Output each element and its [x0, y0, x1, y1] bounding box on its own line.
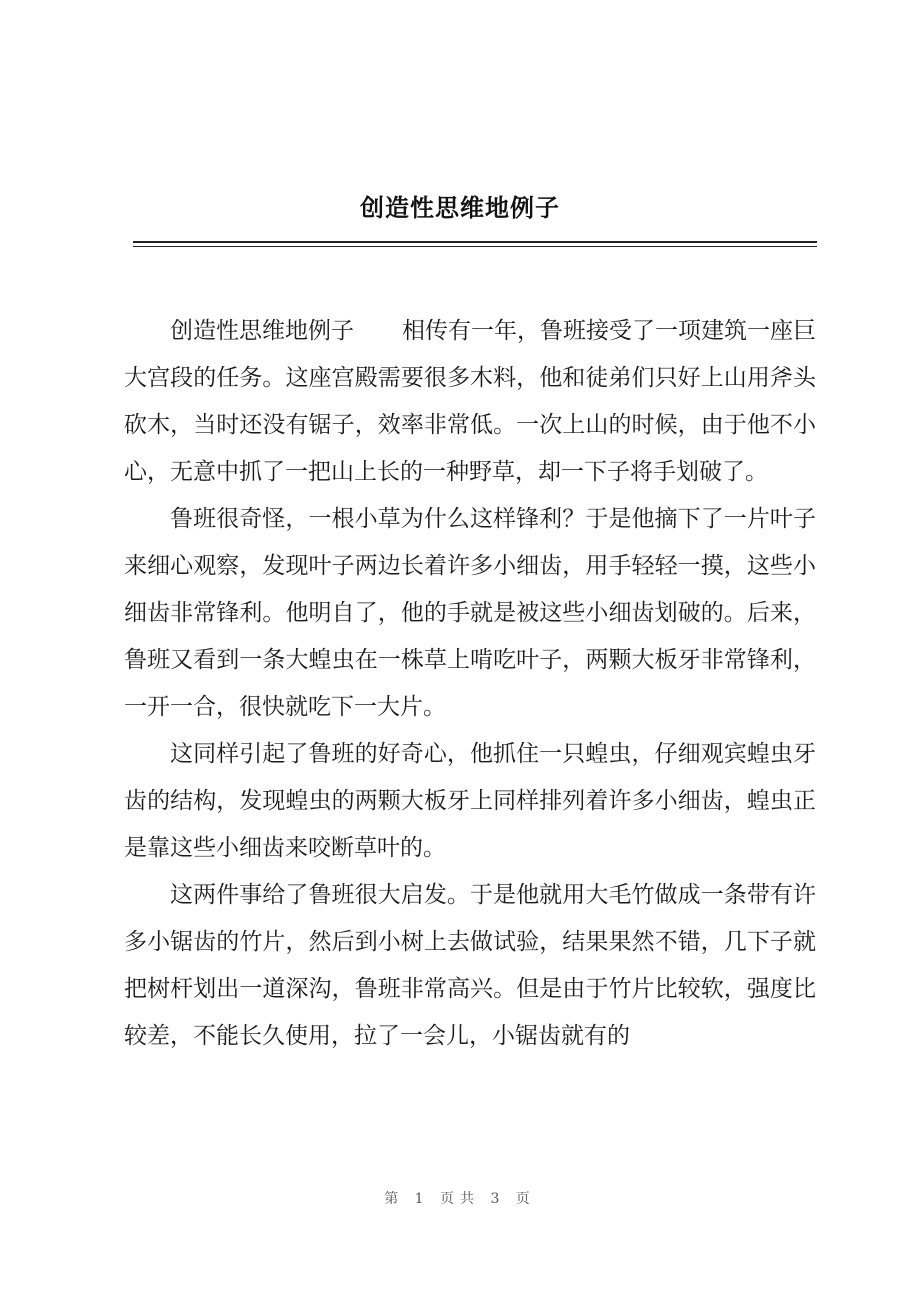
paragraph-text: 相传有一年，鲁班接受了一项建筑一座巨大宫段的任务。这座宫殿需要很多木料，他和徒弟们只好上山用斧头砍木，当时还没有锯子，效率非常低。一次上山的时候，由于他不小心，无意中抓了一把山上长的一种野草，却一下子将手划破了。	[124, 318, 816, 485]
title-rule-thick	[133, 241, 817, 243]
page-number: 第 1 页共 3 页	[384, 1191, 536, 1207]
paragraph-3: 这同样引起了鲁班的好奇心，他抓住一只蝗虫，仔细观宾蝗虫牙齿的结构，发现蝗虫的两颗大板牙上同样排列着许多小细齿，蝗虫正是靠这些小细齿来咬断草叶的。	[124, 741, 816, 861]
paragraph-4: 这两件事给了鲁班很大启发。于是他就用大毛竹做成一条带有许多小锯齿的竹片，然后到小树上去做试验，结果果然不错，几下子就把树杆划出一道深沟，鲁班非常高兴。但是由于竹片比较软，强度比较差，不能长久使用，拉了一会儿，小锯齿就有的	[124, 882, 816, 1049]
title-rule-thin	[133, 246, 817, 247]
paragraph-2: 鲁班很奇怪，一根小草为什么这样锋利？于是他摘下了一片叶子来细心观察，发现叶子两边长着许多小细齿，用手轻轻一摸，这些小细齿非常锋利。他明自了，他的手就是被这些小细齿划破的。后来，鲁班又看到一条大蝗虫在一株草上啃吃叶子，两颗大板牙非常锋利，一开一合，很快就吃下一大片。	[124, 506, 816, 720]
document-title: 创造性思维地例子	[360, 194, 560, 222]
paragraph-1	[124, 308, 816, 496]
paragraph-lead: 创造性思维地例子	[170, 318, 354, 344]
document-body	[124, 308, 816, 1060]
